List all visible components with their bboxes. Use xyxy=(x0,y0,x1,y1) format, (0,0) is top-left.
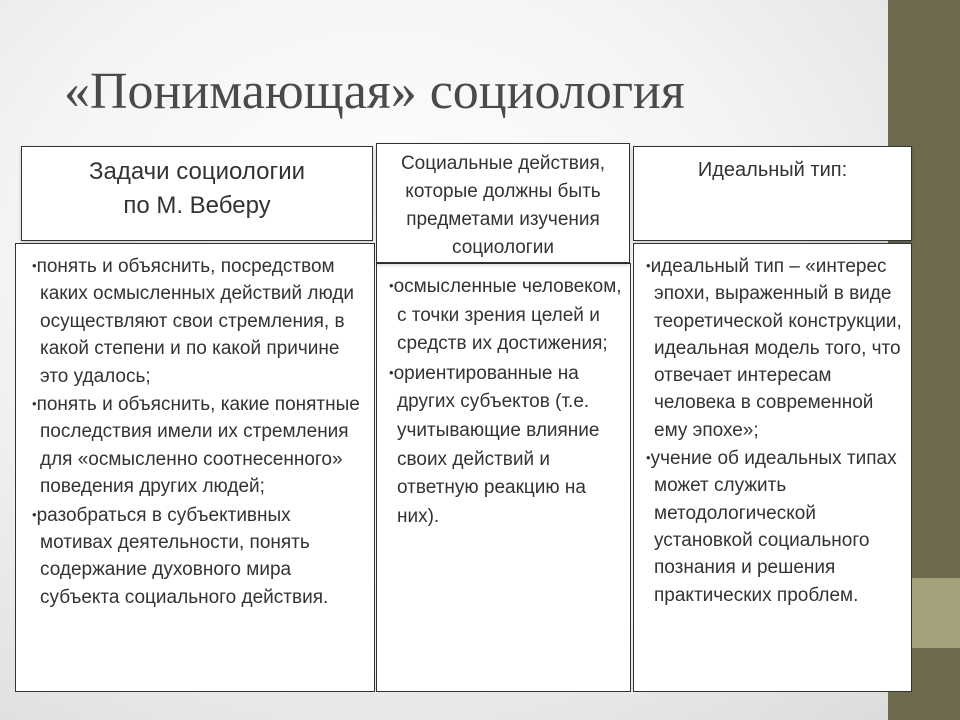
column-header-line: Социальные действия, xyxy=(400,153,606,174)
column-header-line: социологии xyxy=(452,237,554,258)
column-header-line: Идеальный тип: xyxy=(697,159,848,181)
column-header-line: Задачи социологии xyxy=(88,158,306,185)
column-header-line: по М. Веберу xyxy=(123,192,271,219)
slide-title: «Понимающая» социология xyxy=(64,63,685,120)
list-item: • ориентированные на других субъектов (т.е. учитывающие влияние своих действий и ответную реакцию на них). xyxy=(385,359,624,532)
list-item: • учение об идеальных типах может служить методологической установкой социального познания и решения практических проблем. xyxy=(642,444,907,609)
column-body-sociology-tasks xyxy=(15,243,375,692)
bullet-list xyxy=(385,272,624,531)
list-item: • осмысленные человеком, с точки зрения целей и средств их достижения; xyxy=(385,272,624,359)
list-item: • идеальный тип – «интерес эпохи, выраженный в виде теоретической конструкции, идеальная модель того, что отвечает интересам человека в современной ему эпохе»; xyxy=(642,252,907,444)
column-header-ideal-type xyxy=(633,146,912,241)
column-header-sociology-tasks xyxy=(21,146,373,241)
column-header-line: которые должны быть xyxy=(405,181,601,202)
column-body-social-actions xyxy=(376,263,631,692)
list-item: • понять и объяснить, какие понятные последствия имели их стремления для «осмысленно соотнесенного» поведения других людей; xyxy=(28,390,364,501)
column-header-social-actions xyxy=(376,143,630,263)
list-item: • разобраться в субъективных мотивах деятельности, понять содержание духовного мира субъекта социального действия. xyxy=(28,501,364,612)
column-header-line: предметами изучения xyxy=(406,209,600,230)
column-body-ideal-type xyxy=(633,243,912,692)
bullet-list xyxy=(642,252,907,609)
list-item: • понять и объяснить, посредством каких осмысленных действий люди осуществляют свои стремления, в какой степени и по какой причине это удалось; xyxy=(28,252,364,390)
bullet-list xyxy=(28,252,364,611)
